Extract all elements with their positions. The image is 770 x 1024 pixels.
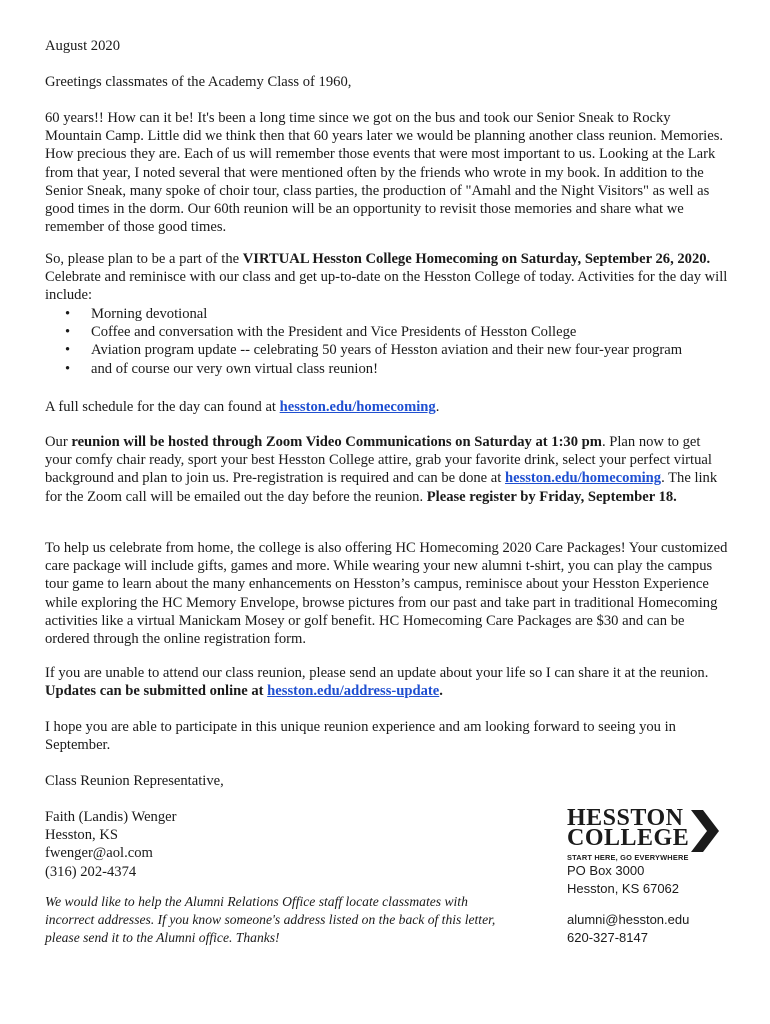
logo-line-college: COLLEGE [567, 825, 690, 851]
footnote-request: We would like to help the Alumni Relations Office staff locate classmates with incorrect addresses. If you know someone's address listed on the back of this letter, please send it to the Alumni office. Thanks! [45, 894, 496, 945]
updates-emphasis: Updates can be submitted online at [45, 683, 268, 700]
address-update-link[interactable]: hesston.edu/address-update [267, 683, 440, 700]
schedule-text: A full schedule for the day can found at [45, 399, 280, 415]
paragraph-homecoming [45, 250, 730, 305]
letter-closing: Class Reunion Representative, [45, 773, 224, 789]
chevron-right-icon [691, 810, 719, 852]
paragraph-zoom [45, 433, 730, 506]
list-item: • and of course our very own virtual class reunion! [45, 360, 730, 378]
signature-email: fwenger@aol.com [45, 845, 153, 862]
college-po-box: PO Box 3000 [567, 863, 645, 878]
zoom-intro: Our [45, 434, 72, 450]
schedule-period: . [435, 399, 440, 415]
registration-deadline: Please register by Friday, September 18. [426, 488, 677, 505]
hesston-college-logo [567, 805, 727, 862]
list-item: • Coffee and conversation with the President and Vice Presidents of Hesston College [45, 323, 730, 341]
college-email: alumni@hesston.edu [567, 912, 690, 927]
list-item: • Morning devotional [45, 305, 730, 323]
college-phone: 620-327-8147 [567, 929, 648, 945]
paragraph-care-packages: To help us celebrate from home, the college is also offering HC Homecoming 2020 Care Packages! Your customized care package will include gifts, games and more. While wearing your new alumni t-shirt, you can play the campus tour game to learn about the many enhancements on Hesston’s campus, reminisce about your Hesston Experience while exploring the HC Memory Envelope, browse pictures from our past and take part in traditional Homecoming activities like a virtual Manickam Mosey or golf benefit. HC Homecoming Care Packages are $30 and can be ordered through the online registration form. [45, 540, 728, 648]
homecoming-event-emphasis: VIRTUAL Hesston College Homecoming on Saturday, September 26, 2020. [242, 251, 711, 267]
zoom-link-note: . The link for the Zoom call will be emailed out the day before the reunion. [45, 470, 718, 505]
signature-name: Faith (Landis) Wenger [45, 809, 177, 825]
college-city: Hesston, KS 67062 [567, 880, 680, 896]
logo-wordmark [567, 805, 690, 851]
paragraph-updates [45, 664, 730, 700]
homecoming-link[interactable]: hesston.edu/homecoming [279, 399, 436, 415]
college-contact [567, 911, 689, 946]
letter-greeting: Greetings classmates of the Academy Class of 1960, [45, 74, 352, 90]
zoom-emphasis: reunion will be hosted through Zoom Video Communications on Saturday at 1:30 pm [71, 434, 602, 450]
activities-list [45, 305, 730, 378]
signature-city: Hesston, KS [45, 827, 118, 844]
updates-period: . [439, 683, 443, 700]
homecoming-activities-intro: Celebrate and reminisce with our class and get up-to-date on the Hesston College of today. Activities for the day will include: [45, 269, 728, 304]
paragraph-closing-hope: I hope you are able to participate in this unique reunion experience and am looking forward to seeing you in September. [45, 719, 676, 754]
list-item: • Aviation program update -- celebrating 50 years of Hesston aviation and their new four-year program [45, 341, 730, 359]
signature-phone: (316) 202-4374 [45, 863, 137, 880]
homecoming-intro-text: So, please plan to be a part of the [45, 251, 243, 267]
college-address [567, 862, 679, 897]
registration-link[interactable]: hesston.edu/homecoming [504, 470, 662, 487]
logo-line-hesston: HESSTON [567, 805, 684, 831]
paragraph-schedule [45, 398, 730, 416]
letter-date: August 2020 [45, 38, 120, 54]
logo-tagline: START HERE, GO EVERYWHERE [567, 853, 689, 862]
paragraph-memories: 60 years!! How can it be! It's been a long time since we got on the bus and took our Senior Sneak to Rocky Mountain Camp. Little did we think then that 60 years later we would be planning another class reunion. Memories. How precious they are. Each of us will remember those events that were most important to us. Looking at the Lark from that year, I noted several that were mentioned often by the friends who wrote in my book. In addition to the Senior Sneak, many spoke of choir tour, class parties, the production of "Amahl and the Night Visitors" as well as good times in the dorm. Our 60th reunion will be an opportunity to revisit those memories and share what we remember of those good times. [45, 110, 724, 236]
updates-text: If you are unable to attend our class reunion, please send an update about your life so I can share it at the reunion. [45, 665, 709, 681]
zoom-details: . Plan now to get your comfy chair ready, sport your best Hesston College attire, grab your favorite drink, select your perfect virtual background and plan to join us. Pre-registration is required and can be done at [45, 434, 712, 487]
